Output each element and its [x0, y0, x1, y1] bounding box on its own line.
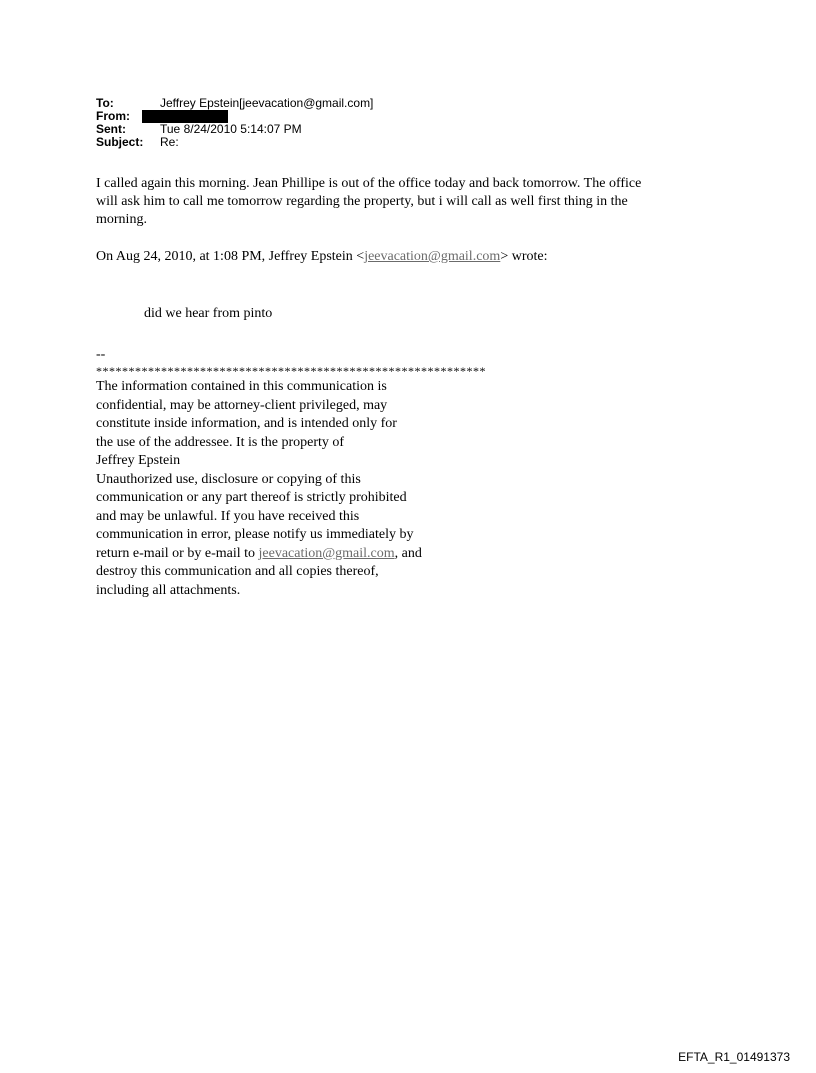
disclaimer-line: Unauthorized use, disclosure or copying of this: [96, 471, 361, 487]
message-line: morning.: [96, 212, 147, 227]
signature-dashes: --: [96, 347, 106, 362]
disclaimer-line: communication or any part thereof is strictly prohibited: [96, 490, 407, 505]
reply-intro-suffix: > wrote:: [500, 249, 548, 264]
disclaimer-line: confidential, may be attorney-client privileged, may: [96, 397, 388, 413]
disclaimer-line: constitute inside information, and is intended only for: [96, 416, 397, 431]
disclaimer: [96, 378, 516, 600]
message-line: will ask him to call me tomorrow regarding the property, but i will call as well first thing in the: [96, 194, 628, 209]
reply-email-link[interactable]: jeevacation@gmail.com: [364, 249, 501, 264]
message-paragraph: [96, 175, 736, 229]
disclaimer-line: communication in error, please notify us immediately by: [96, 527, 414, 542]
email-body: [96, 175, 736, 600]
disclaimer-link-prefix: return e-mail or by e-mail to: [96, 545, 259, 561]
from-label: From:: [96, 109, 130, 123]
disclaimer-line: The information contained in this communication is: [96, 379, 387, 394]
disclaimer-line: Jeffrey Epstein: [96, 453, 181, 468]
disclaimer-line: including all attachments.: [96, 582, 241, 598]
quoted-message: did we hear from pinto: [144, 306, 273, 321]
sent-value: Tue 8/24/2010 5:14:07 PM: [160, 122, 302, 136]
reply-intro: [96, 248, 736, 266]
to-label: To:: [96, 96, 114, 110]
disclaimer-link-line: [96, 545, 516, 564]
subject-value: Re:: [160, 135, 179, 149]
disclaimer-line: and may be unlawful. If you have received this: [96, 508, 360, 524]
to-value: Jeffrey Epstein[jeevacation@gmail.com]: [160, 96, 374, 110]
document-id: EFTA_R1_01491373: [678, 1050, 790, 1064]
signature-stars: ************************************************************: [96, 364, 486, 378]
subject-row: [96, 136, 373, 149]
disclaimer-email-link[interactable]: jeevacation@gmail.com: [258, 545, 395, 561]
reply-intro-prefix: On Aug 24, 2010, at 1:08 PM, Jeffrey Epstein <: [96, 249, 365, 264]
subject-label: Subject:: [96, 135, 144, 149]
disclaimer-line: destroy this communication and all copies thereof,: [96, 564, 379, 579]
disclaimer-line: the use of the addressee. It is the property of: [96, 434, 345, 450]
sent-label: Sent:: [96, 122, 126, 136]
message-line: I called again this morning. Jean Phillipe is out of the office today and back tomorrow. The office: [96, 176, 642, 191]
disclaimer-link-suffix: , and: [394, 545, 422, 561]
email-header: [96, 97, 373, 149]
to-row: [96, 97, 373, 110]
